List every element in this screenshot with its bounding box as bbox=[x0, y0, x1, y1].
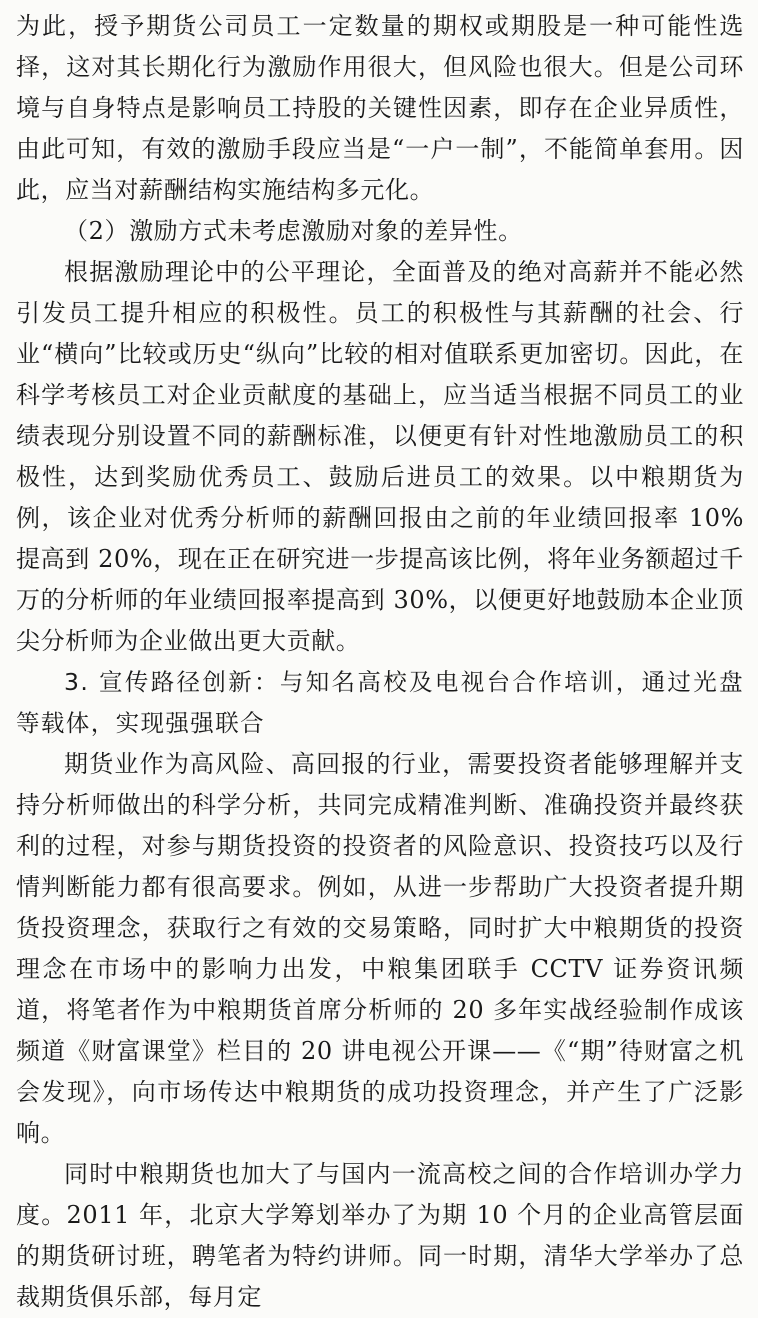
paragraph-6: 同时中粮期货也加大了与国内一流高校之间的合作培训办学力度。2011 年，北京大学筹划举办了为期 10 个月的企业高管层面的期货研讨班，聘笔者为特约讲师。同一时期，清华大学举办了总裁期货俱乐部，每月定 bbox=[16, 1160, 744, 1311]
paragraph-5: 期货业作为高风险、高回报的行业，需要投资者能够理解并支持分析师做出的科学分析，共同完成精准判断、准确投资并最终获利的过程，对参与期货投资的投资者的风险意识、投资技巧以及行情判断能力都有很高要求。例如，从进一步帮助广大投资者提升期货投资理念，获取行之有效的交易策略，同时扩大中粮期货的投资理念在市场中的影响力出发，中粮集团联手 CCTV 证券资讯频道，将笔者作为中粮期货首席分析师的 20 多年实战经验制作成该频道《财富课堂》栏目的 20 讲电视公开课——《“期”待财富之机会发现》，向市场传达中粮期货的成功投资理念，并产生了广泛影响。 bbox=[16, 750, 744, 1147]
paragraph-1: 为此，授予期货公司员工一定数量的期权或期股是一种可能性选择，这对其长期化行为激励作用很大，但风险也很大。但是公司环境与自身特点是影响员工持股的关键性因素，即存在企业异质性，由此可知，有效的激励手段应当是“一户一制”，不能简单套用。因此，应当对薪酬结构实施结构多元化。 bbox=[16, 12, 744, 204]
paragraph-3: 根据激励理论中的公平理论，全面普及的绝对高薪并不能必然引发员工提升相应的积极性。员工的积极性与其薪酬的社会、行业“横向”比较或历史“纵向”比较的相对值联系更加密切。因此，在科学考核员工对企业贡献度的基础上，应当适当根据不同员工的业绩表现分别设置不同的薪酬标准，以便更有针对性地激励员工的积极性，达到奖励优秀员工、鼓励后进员工的效果。以中粮期货为例，该企业对优秀分析师的薪酬回报由之前的年业绩回报率 10% 提高到 20%，现在正在研究进一步提高该比例，将年业务额超过千万的分析师的年业绩回报率提高到 30%，以便更好地鼓励本企业顶尖分析师为企业做出更大贡献。 bbox=[16, 258, 744, 655]
section-heading-3: 3. 宣传路径创新：与知名高校及电视台合作培训，通过光盘等载体，实现强强联合 bbox=[16, 668, 744, 737]
subheading-2: （2）激励方式未考虑激励对象的差异性。 bbox=[64, 217, 523, 245]
